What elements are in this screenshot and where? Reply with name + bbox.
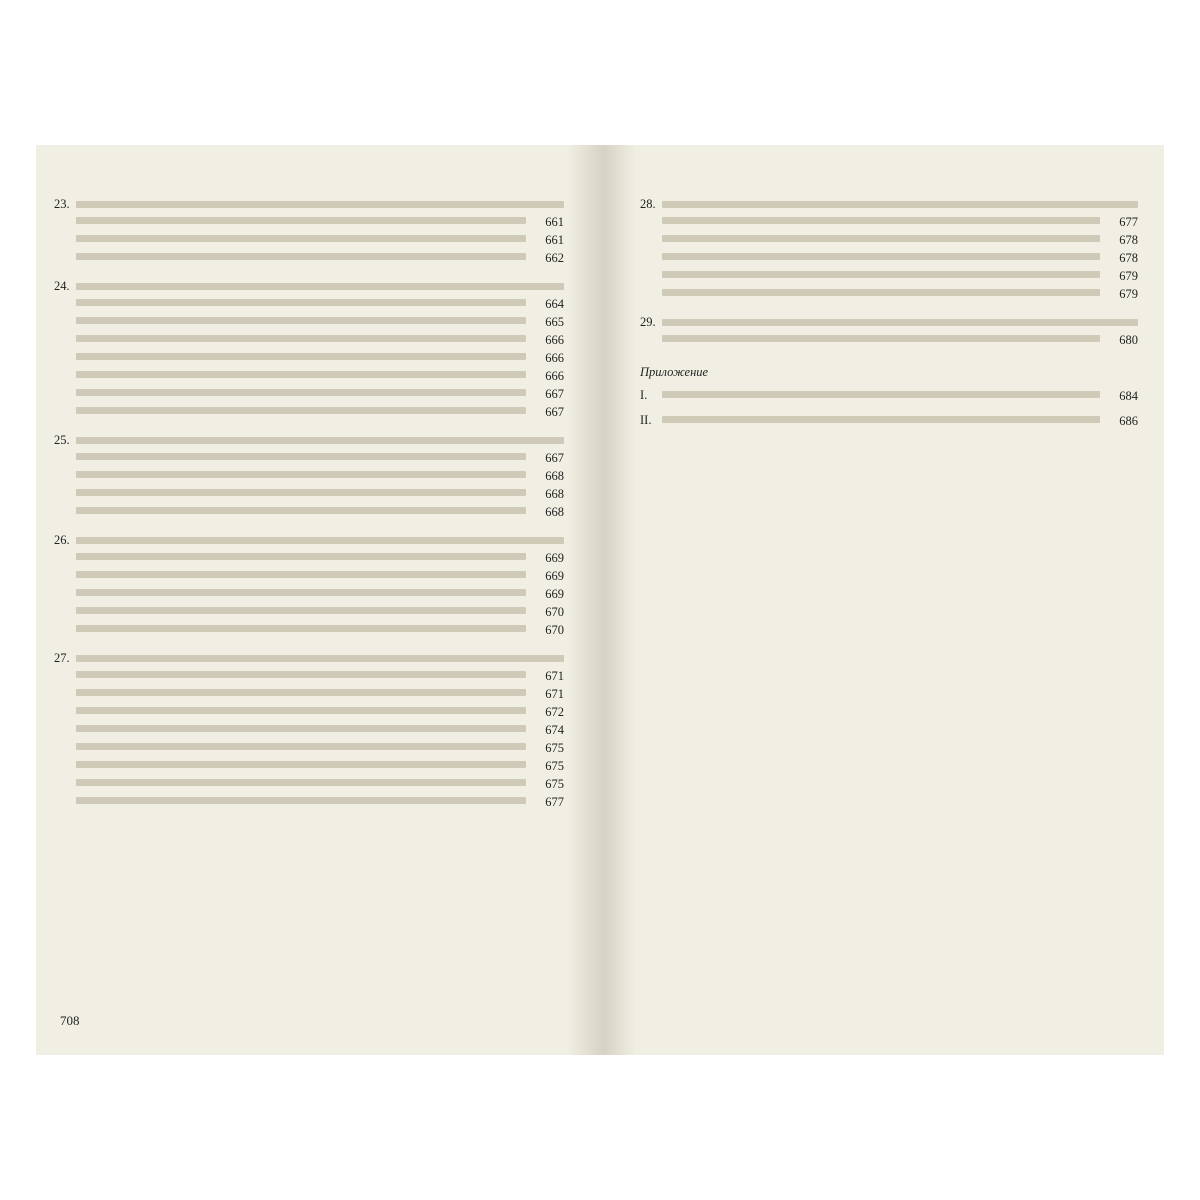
page-reference: 679 — [1119, 269, 1138, 283]
page-reference: 674 — [545, 723, 564, 737]
toc-subentry — [76, 669, 564, 683]
toc-entry — [640, 315, 1138, 347]
page-reference: 667 — [545, 387, 564, 401]
page-reference: 677 — [1119, 215, 1138, 229]
subentry-text-placeholder — [76, 407, 526, 414]
subentry-text-placeholder — [76, 779, 526, 786]
appendix-text-placeholder — [662, 391, 1100, 398]
subentry-text-placeholder — [76, 553, 526, 560]
page-reference: 684 — [1119, 389, 1138, 403]
subentry-text-placeholder — [76, 589, 526, 596]
subentry-text-placeholder — [76, 489, 526, 496]
toc-subentry — [662, 215, 1138, 229]
entry-title-placeholder — [76, 437, 564, 444]
subentry-text-placeholder — [76, 335, 526, 342]
toc-subentry — [76, 569, 564, 583]
right-page — [640, 197, 1138, 438]
page-reference: 667 — [545, 451, 564, 465]
entry-number: 28. — [640, 197, 656, 211]
toc-subentry — [662, 233, 1138, 247]
toc-subentry — [76, 215, 564, 229]
toc-entry — [54, 197, 564, 265]
subentry-text-placeholder — [76, 761, 526, 768]
page-reference: 669 — [545, 587, 564, 601]
toc-subentry — [76, 333, 564, 347]
page-reference: 678 — [1119, 233, 1138, 247]
page-reference: 675 — [545, 741, 564, 755]
entry-title-placeholder — [76, 201, 564, 208]
toc-subentry — [76, 369, 564, 383]
entry-number: 24. — [54, 279, 70, 293]
toc-subentry — [76, 687, 564, 701]
toc-subentry — [76, 297, 564, 311]
subentry-text-placeholder — [76, 725, 526, 732]
toc-subentry — [76, 251, 564, 265]
subentry-text-placeholder — [76, 235, 526, 242]
entry-title-placeholder — [76, 283, 564, 290]
appendix-heading: Приложение — [640, 365, 709, 379]
page-reference: 668 — [545, 505, 564, 519]
appendix-number: II. — [640, 413, 652, 427]
page-reference: 670 — [545, 623, 564, 637]
page-reference: 679 — [1119, 287, 1138, 301]
subentry-text-placeholder — [76, 671, 526, 678]
page-reference: 666 — [545, 333, 564, 347]
toc-subentry — [76, 705, 564, 719]
subentry-text-placeholder — [76, 371, 526, 378]
toc-entry — [54, 533, 564, 637]
toc-subentry — [76, 315, 564, 329]
subentry-text-placeholder — [76, 571, 526, 578]
page-reference: 669 — [545, 569, 564, 583]
subentry-text-placeholder — [76, 299, 526, 306]
page-reference: 680 — [1119, 333, 1138, 347]
toc-subentry — [76, 505, 564, 519]
subentry-text-placeholder — [76, 707, 526, 714]
page-reference: 666 — [545, 369, 564, 383]
toc-entry — [640, 197, 1138, 301]
page-reference: 664 — [545, 297, 564, 311]
entry-number: 27. — [54, 651, 70, 665]
page-reference: 672 — [545, 705, 564, 719]
right-entries — [640, 197, 1138, 347]
page-reference: 670 — [545, 605, 564, 619]
toc-entry — [54, 279, 564, 419]
page-reference: 675 — [545, 759, 564, 773]
entry-number: 23. — [54, 197, 70, 211]
page-reference: 668 — [545, 487, 564, 501]
page-gutter — [566, 145, 636, 1055]
page-reference: 675 — [545, 777, 564, 791]
toc-subentry — [76, 723, 564, 737]
page-reference: 661 — [545, 233, 564, 247]
subentry-text-placeholder — [76, 453, 526, 460]
subentry-text-placeholder — [662, 217, 1100, 224]
subentry-text-placeholder — [76, 253, 526, 260]
toc-subentry — [76, 795, 564, 809]
appendix-text-placeholder — [662, 416, 1100, 423]
page-reference: 667 — [545, 405, 564, 419]
subentry-text-placeholder — [662, 289, 1100, 296]
entry-title-placeholder — [76, 655, 564, 662]
appendix-list — [640, 388, 1138, 428]
toc-subentry — [76, 451, 564, 465]
subentry-text-placeholder — [76, 507, 526, 514]
subentry-text-placeholder — [662, 271, 1100, 278]
toc-subentry — [76, 587, 564, 601]
toc-subentry — [76, 623, 564, 637]
toc-subentry — [662, 251, 1138, 265]
subentry-text-placeholder — [76, 689, 526, 696]
page-reference: 671 — [545, 669, 564, 683]
toc-subentry — [76, 351, 564, 365]
subentry-text-placeholder — [76, 625, 526, 632]
subentry-text-placeholder — [76, 607, 526, 614]
subentry-text-placeholder — [662, 235, 1100, 242]
toc-subentry — [76, 777, 564, 791]
entry-number: 25. — [54, 433, 70, 447]
toc-subentry — [76, 233, 564, 247]
toc-entry — [54, 433, 564, 519]
page-reference: 678 — [1119, 251, 1138, 265]
toc-subentry — [76, 387, 564, 401]
page-reference: 666 — [545, 351, 564, 365]
entry-title-placeholder — [76, 537, 564, 544]
entry-title-placeholder — [662, 319, 1138, 326]
subentry-text-placeholder — [76, 389, 526, 396]
appendix-number: I. — [640, 388, 648, 402]
page-reference: 686 — [1119, 414, 1138, 428]
page-reference: 661 — [545, 215, 564, 229]
subentry-text-placeholder — [76, 317, 526, 324]
toc-entry — [54, 651, 564, 809]
subentry-text-placeholder — [76, 217, 526, 224]
page-reference: 665 — [545, 315, 564, 329]
toc-subentry — [662, 269, 1138, 283]
entry-number: 26. — [54, 533, 70, 547]
subentry-text-placeholder — [76, 743, 526, 750]
toc-subentry — [76, 759, 564, 773]
page-number: 708 — [60, 1013, 80, 1028]
subentry-text-placeholder — [76, 353, 526, 360]
toc-subentry — [76, 741, 564, 755]
toc-subentry — [76, 469, 564, 483]
subentry-text-placeholder — [662, 335, 1100, 342]
subentry-text-placeholder — [76, 471, 526, 478]
toc-subentry — [662, 287, 1138, 301]
book-spread — [36, 145, 1164, 1055]
page-reference: 668 — [545, 469, 564, 483]
appendix-item — [640, 413, 1138, 428]
toc-subentry — [662, 333, 1138, 347]
page-reference: 669 — [545, 551, 564, 565]
appendix-item — [640, 388, 1138, 403]
toc-subentry — [76, 487, 564, 501]
entry-title-placeholder — [662, 201, 1138, 208]
entry-number: 29. — [640, 315, 656, 329]
page-reference: 662 — [545, 251, 564, 265]
left-page — [54, 197, 564, 823]
toc-subentry — [76, 405, 564, 419]
page-reference: 677 — [545, 795, 564, 809]
toc-subentry — [76, 551, 564, 565]
subentry-text-placeholder — [662, 253, 1100, 260]
toc-subentry — [76, 605, 564, 619]
subentry-text-placeholder — [76, 797, 526, 804]
page-reference: 671 — [545, 687, 564, 701]
